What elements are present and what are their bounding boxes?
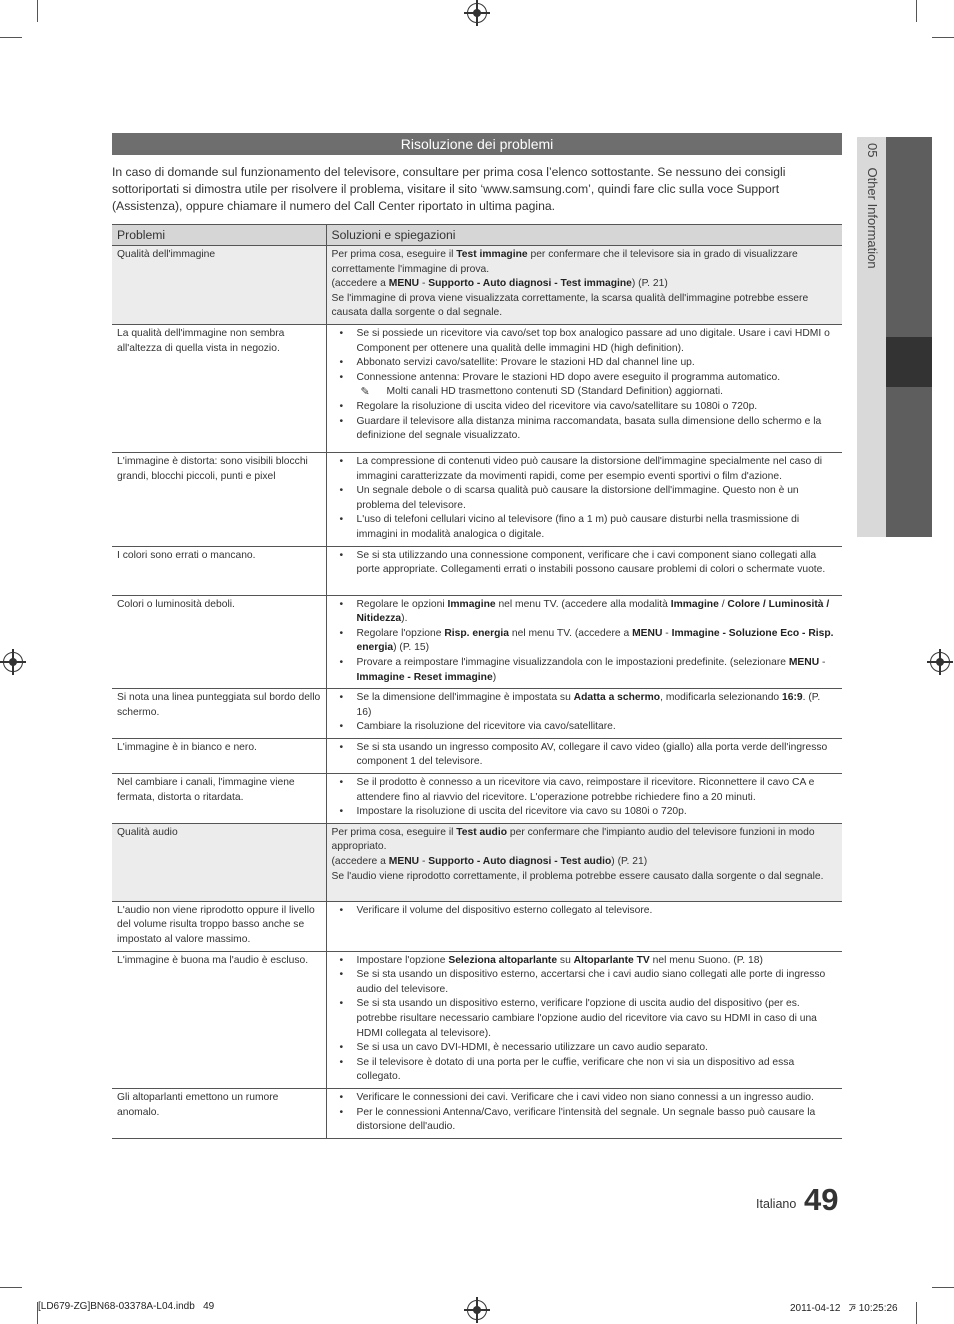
list-item: • Se si sta usando un dispositivo esterno, verificare l'opzione di uscita audio del dispositivo (per es. potrebbe risultare necessario cambiare l'opzione audio del ricevitore via cavo su HDMI in caso di una HDMI collegata al televisore).: [332, 997, 838, 1041]
solution-cell: [326, 774, 842, 824]
section-title: Risoluzione dei problemi: [112, 133, 842, 155]
crop-mark: [932, 1287, 954, 1288]
problem-cell: Nel cambiare i canali, l'immagine viene fermata, distorta o ritardata.: [112, 774, 326, 824]
table-row: [112, 1088, 842, 1138]
list-item: • Verificare il volume del dispositivo esterno collegato al televisore.: [332, 904, 838, 919]
problem-cell: Colori o luminosità deboli.: [112, 595, 326, 689]
list-item: • Impostare la risoluzione di uscita del ricevitore via cavo su 1080i o 720p.: [332, 805, 838, 820]
table-row: [112, 546, 842, 595]
problem-cell: Gli altoparlanti emettono un rumore anomalo.: [112, 1088, 326, 1138]
solution-cell: Per prima cosa, eseguire il Test audio per confermare che l'impianto audio del televisore funzioni in modo appropriato. (accedere a MENU - Supporto - Auto diagnosi - Test audio) (P. 21) Se l'audio viene riprodotto correttamente, il problema potrebbe essere causato dalla sorgente o dal segnale.: [326, 823, 842, 901]
chapter-tab-label: 05Other Information: [865, 143, 880, 269]
footer-date: 2011-04-12 ꯍ 10:25:26: [790, 1303, 898, 1314]
note-item: ✎ Molti canali HD trasmettono contenuti SD (Standard Definition) aggiornati.: [332, 385, 838, 400]
crop-mark: [0, 1287, 22, 1288]
solution-cell: [326, 324, 842, 452]
crop-mark: [0, 37, 22, 38]
footer-language: Italiano: [756, 1197, 797, 1211]
crop-mark: [37, 0, 38, 22]
list-item: • Se la dimensione dell'immagine è impostata su Adatta a schermo, modificarla selezionando 16:9. (P. 16): [332, 691, 838, 720]
registration-mark-icon: [467, 3, 487, 23]
list-item: • Guardare il televisore alla distanza minima raccomandata, basata sulla dimensione dello schermo e la definizione del segnale visualizzato.: [332, 415, 838, 444]
list-item: • Provare a reimpostare l'immagine visualizzandola con le impostazioni predefinite. (selezionare MENU - Immagine - Reset immagine): [332, 656, 838, 685]
solution-cell: [326, 901, 842, 951]
solution-cell: [326, 452, 842, 546]
table-row: [112, 823, 842, 901]
footer-file-name: [LD679-ZG]BN68-03378A-L04.indb 49: [38, 1301, 215, 1312]
list-item: • Impostare l'opzione Seleziona altoparlante su Altoparlante TV nel menu Suono. (P. 18): [332, 954, 838, 969]
problem-cell: L'immagine è in bianco e nero.: [112, 738, 326, 773]
registration-mark-icon: [467, 1300, 487, 1320]
list-item: • Regolare l'opzione Risp. energia nel menu TV. (accedere a MENU - Immagine - Soluzione Eco - Risp. energia) (P. 15): [332, 627, 838, 656]
problem-cell: Qualità dell'immagine: [112, 246, 326, 325]
list-item: • Se si sta usando un ingresso composito AV, collegare il cavo video (giallo) alla porta verde dell'ingresso component 1 del televisore.: [332, 741, 838, 770]
list-item: • Per le connessioni Antenna/Cavo, verificare l'intensità del segnale. Un segnale basso può causare la distorsione dell'audio.: [332, 1106, 838, 1135]
list-item: • Se il prodotto è connesso a un ricevitore via cavo, reimpostare il ricevitore. Riconnettere il cavo CA e attendere fino al riavvio del ricevitore. L'operazione potrebbe richiedere fino a 20 minuti.: [332, 776, 838, 805]
table-row: [112, 689, 842, 739]
problem-cell: I colori sono errati o mancano.: [112, 546, 326, 595]
list-item: • Regolare la risoluzione di uscita video del ricevitore via cavo/satellitare su 1080i o 720p.: [332, 400, 838, 415]
problem-cell: L'audio non viene riprodotto oppure il livello del volume risulta troppo basso anche se impostato al valore massimo.: [112, 901, 326, 951]
crop-mark: [932, 37, 954, 38]
solution-cell: Per prima cosa, eseguire il Test immagine per confermare che il televisore sia in grado di visualizzare correttamente l'immagine di prova. (accedere a MENU - Supporto - Auto diagnosi - Test immagine) (P. 21) Se l'immagine di prova viene visualizzata correttamente, la scarsa qualità dell'immagine potrebbe essere causata dalla sorgente o dal segnale.: [326, 246, 842, 325]
list-item: • Se si sta usando un dispositivo esterno, accertarsi che i cavi audio siano collegati alle porte di ingresso audio del televisore.: [332, 968, 838, 997]
list-item: • Abbonato servizi cavo/satellite: Provare le stazioni HD dal channel line up.: [332, 356, 838, 371]
solution-cell: [326, 595, 842, 689]
intro-paragraph: In caso di domande sul funzionamento del televisore, consultare per prima cosa l’elenco sottostante. Se nessuno dei consigli sottoriportati si dimostra utile per risolvere il problema, visitare il sito ‘www.samsung.com’, quindi fare clic sulla voce Support (Assistenza), oppure chiamare il numero del Call Center riportato in ultima pagina.: [112, 165, 786, 213]
list-item: • Se si usa un cavo DVI-HDMI, è necessario utilizzare un cavo audio separato.: [332, 1041, 838, 1056]
list-item: • Cambiare la risoluzione del ricevitore via cavo/satellitare.: [332, 720, 838, 735]
list-item: • Se si possiede un ricevitore via cavo/set top box analogico passare ad uno digitale. Usare i cavi HDMI o Component per ottenere una qualità delle immagini HD (high definition).: [332, 327, 838, 356]
list-item: • Regolare le opzioni Immagine nel menu TV. (accedere alla modalità Immagine / Colore / Luminosità / Nitidezza).: [332, 598, 838, 627]
registration-mark-icon: [3, 652, 23, 672]
crop-mark: [916, 1302, 917, 1324]
solution-cell: [326, 1088, 842, 1138]
solution-cell: [326, 951, 842, 1088]
table-row: [112, 324, 842, 452]
registration-mark-icon: [930, 652, 950, 672]
solution-cell: [326, 546, 842, 595]
list-item: • L'uso di telefoni cellulari vicino al televisore (fino a 1 m) può causare disturbi nella trasmissione di immagini in modalità analogica o digitale.: [332, 513, 838, 542]
problem-cell: Qualità audio: [112, 823, 326, 901]
table-row: [112, 901, 842, 951]
problem-cell: L'immagine è distorta: sono visibili blocchi grandi, blocchi piccoli, punti e pixel: [112, 452, 326, 546]
table-row: [112, 595, 842, 689]
list-item: • Connessione antenna: Provare le stazioni HD dopo avere eseguito il programma automatico.: [332, 371, 838, 386]
table-header-row: [112, 225, 842, 246]
problem-cell: Si nota una linea punteggiata sul bordo dello schermo.: [112, 689, 326, 739]
page-number: 49: [804, 1182, 839, 1217]
problem-cell: La qualità dell'immagine non sembra all'altezza di quella vista in negozio.: [112, 324, 326, 452]
table-row: [112, 951, 842, 1088]
crop-mark: [916, 0, 917, 22]
column-header-problems: Problemi: [112, 225, 326, 246]
troubleshooting-table: [112, 224, 842, 1139]
list-item: • Se si sta utilizzando una connessione component, verificare che i cavi component siano collegati alla porte appropriate. Collegamenti errati o instabili possono causare problemi di colori o schermate vuote.: [332, 549, 838, 578]
column-header-solutions: Soluzioni e spiegazioni: [326, 225, 842, 246]
solution-cell: [326, 738, 842, 773]
table-row: [112, 774, 842, 824]
list-item: • Se il televisore è dotato di una porta per le cuffie, verificare che non vi sia un dispositivo ad essa collegato.: [332, 1056, 838, 1085]
problem-cell: L'immagine è buona ma l'audio è escluso.: [112, 951, 326, 1088]
table-row: [112, 738, 842, 773]
list-item: • Verificare le connessioni dei cavi. Verificare che i cavi video non siano connessi a un ingresso audio.: [332, 1091, 838, 1106]
solution-cell: [326, 689, 842, 739]
list-item: • Un segnale debole o di scarsa qualità può causare la distorsione dell'immagine. Questo non è un problema del televisore.: [332, 484, 838, 513]
list-item: • La compressione di contenuti video può causare la distorsione dell'immagine specialmente nel caso di immagini caratterizzate da movimenti rapidi, come per esempio eventi sportivi o film d'azione.: [332, 455, 838, 484]
table-row: [112, 452, 842, 546]
table-row: [112, 246, 842, 325]
